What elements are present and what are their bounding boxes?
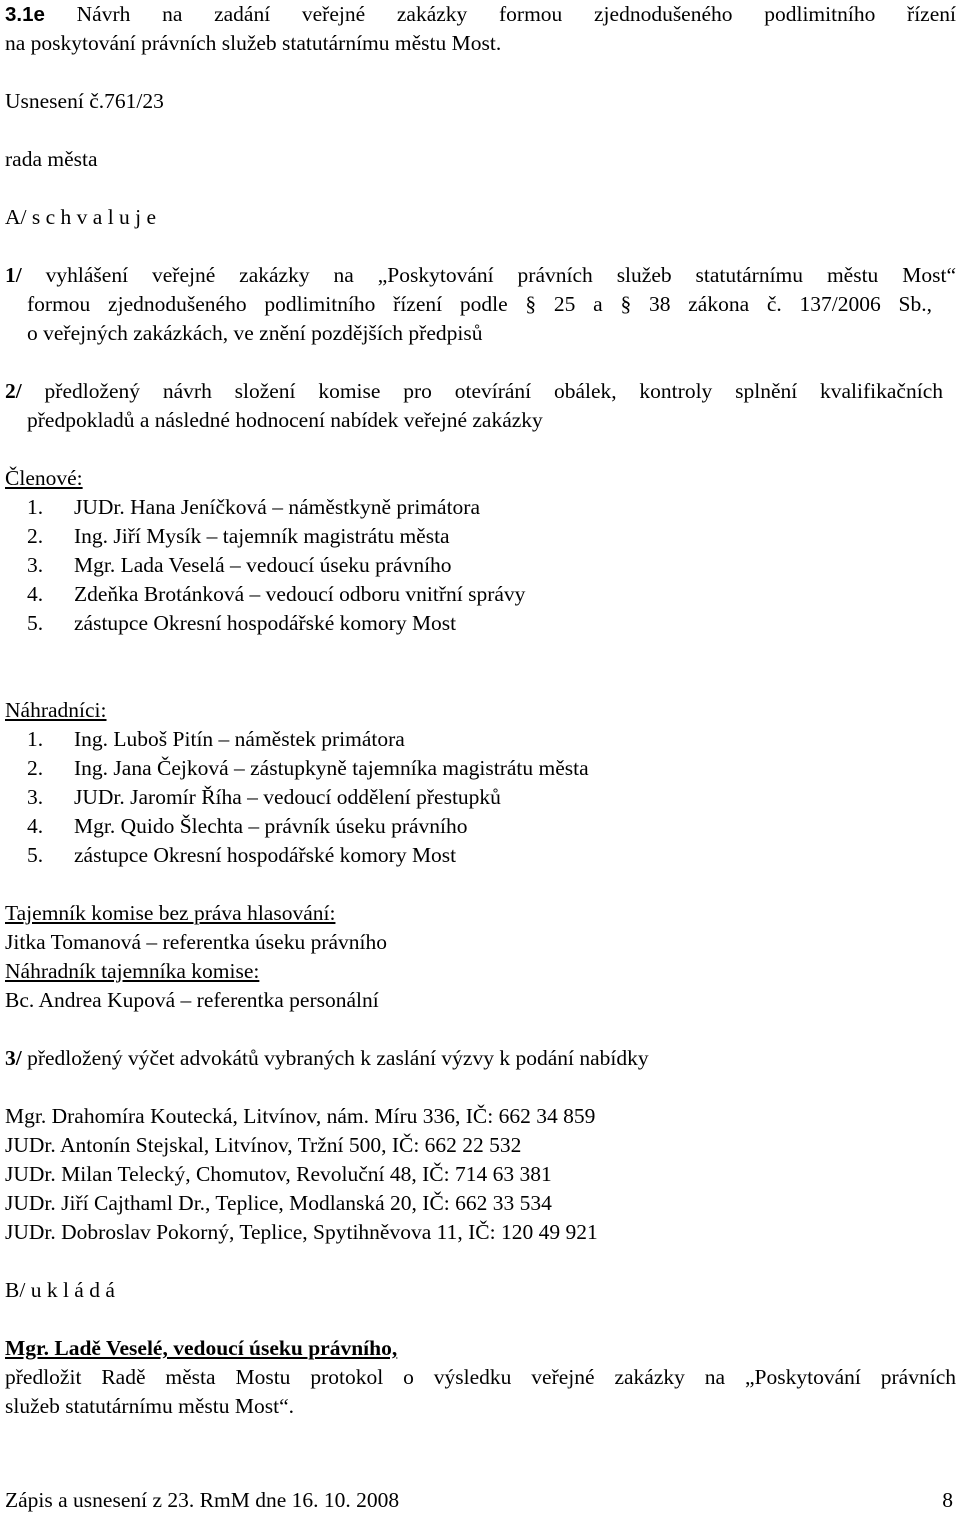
- secretary-sub-name: Bc. Andrea Kupová – referentka personální: [5, 988, 379, 1012]
- approve-label: A/ s c h v a l u j e: [5, 205, 157, 229]
- footer-text: Zápis a usnesení z 23. RmM dne 16. 10. 2008: [5, 1488, 400, 1512]
- item1-line2: formou zjednodušeného podlimitního řízení podle § 25 a § 38 zákona č. 137/2006 Sb.,: [27, 292, 932, 316]
- agenda-item-number: 3.1e: [5, 3, 45, 26]
- lawyer-entry: JUDr. Milan Telecký, Chomutov, Revoluční 48, IČ: 714 63 381: [5, 1162, 552, 1186]
- agenda-heading-line2: na poskytování právních služeb statutárnímu městu Most.: [5, 31, 502, 55]
- lawyer-entry: JUDr. Antonín Stejskal, Litvínov, Tržní 500, IČ: 662 22 532: [5, 1133, 522, 1157]
- item1-number: 1/: [5, 263, 22, 287]
- item2-line2: předpokladů a následné hodnocení nabídek veřejné zakázky: [27, 408, 543, 432]
- item3-line1: 3/ předložený výčet advokátů vybraných k zaslání výzvy k podání nabídky: [5, 1046, 649, 1070]
- agenda-heading-text: Návrh na zadání veřejné zakázky formou zjednodušeného podlimitního řízení: [44, 2, 956, 26]
- lawyer-entry: Mgr. Drahomíra Koutecká, Litvínov, nám. Míru 336, IČ: 662 34 859: [5, 1104, 596, 1128]
- list-item: 4. Zdeňka Brotánková – vedoucí odboru vnitřní správy: [27, 582, 526, 606]
- list-item: 5. zástupce Okresní hospodářské komory Most: [27, 611, 457, 635]
- assign-line2: služeb statutárnímu městu Most“.: [5, 1394, 295, 1418]
- item1-line1: 1/ vyhlášení veřejné zakázky na „Poskytování právních služeb statutárnímu městu Most“: [5, 263, 956, 287]
- item3-number: 3/: [5, 1046, 22, 1070]
- list-item: 4. Mgr. Quido Šlechta – právník úseku právního: [27, 814, 468, 838]
- lawyer-entry: JUDr. Jiří Cajthaml Dr., Teplice, Modlanská 20, IČ: 662 33 534: [5, 1191, 552, 1215]
- page-number: 8: [942, 1488, 953, 1512]
- list-item: 3. JUDr. Jaromír Říha – vedoucí oddělení přestupků: [27, 785, 501, 809]
- item1-line3: o veřejných zakázkách, ve znění pozdějších předpisů: [27, 321, 483, 345]
- substitutes-label: Náhradníci:: [5, 698, 107, 722]
- secretary-name: Jitka Tomanová – referentka úseku právního: [5, 930, 387, 954]
- list-item: 2. Ing. Jana Čejková – zástupkyně tajemníka magistrátu města: [27, 756, 589, 780]
- members-label: Členové:: [5, 466, 83, 490]
- list-item: 3. Mgr. Lada Veselá – vedoucí úseku právního: [27, 553, 452, 577]
- list-item: 2. Ing. Jiří Mysík – tajemník magistrátu města: [27, 524, 450, 548]
- list-item: 5. zástupce Okresní hospodářské komory Most: [27, 843, 457, 867]
- item2-line1: 2/ předložený návrh složení komise pro otevírání obálek, kontroly splnění kvalifikačních: [5, 379, 943, 403]
- resolution-body: rada města: [5, 147, 98, 171]
- assign-label: B/ u k l á d á: [5, 1278, 115, 1302]
- agenda-heading-line1: [5, 0, 956, 29]
- assign-line1: předložit Radě města Mostu protokol o výsledku veřejné zakázky na „Poskytování právních: [5, 1365, 956, 1389]
- secretary-sub-label: Náhradník tajemníka komise:: [5, 959, 260, 983]
- lawyer-entry: JUDr. Dobroslav Pokorný, Teplice, Spytihněvova 11, IČ: 120 49 921: [5, 1220, 598, 1244]
- resolution-number: Usnesení č.761/23: [5, 89, 164, 113]
- secretary-label: Tajemník komise bez práva hlasování:: [5, 901, 336, 925]
- assign-addressee: Mgr. Ladě Veselé, vedoucí úseku právního,: [5, 1336, 398, 1360]
- item2-number: 2/: [5, 379, 22, 403]
- list-item: 1. Ing. Luboš Pitín – náměstek primátora: [27, 727, 405, 751]
- list-item: 1. JUDr. Hana Jeníčková – náměstkyně primátora: [27, 495, 480, 519]
